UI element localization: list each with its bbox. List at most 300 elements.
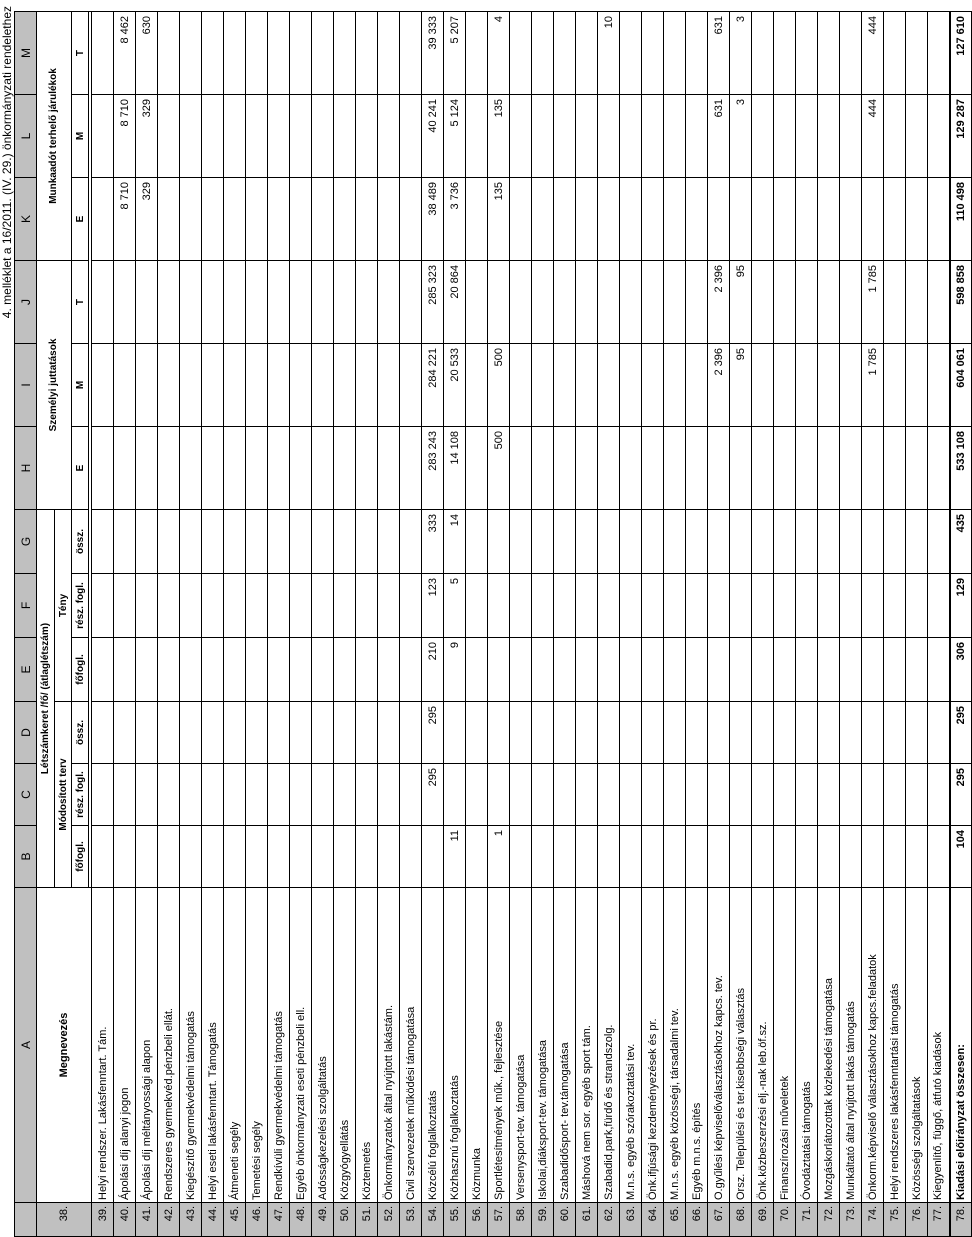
value-cell[interactable] bbox=[202, 638, 224, 702]
row-number[interactable]: 70. bbox=[774, 1203, 796, 1237]
value-cell[interactable]: 333 bbox=[422, 510, 444, 574]
value-cell[interactable] bbox=[642, 638, 664, 702]
value-cell[interactable] bbox=[466, 702, 488, 764]
value-cell[interactable] bbox=[686, 638, 708, 702]
value-cell[interactable] bbox=[158, 427, 180, 510]
value-cell[interactable] bbox=[730, 638, 752, 702]
value-cell[interactable] bbox=[906, 702, 928, 764]
row-label[interactable]: Önkormányzatok által nyújtott lakástám. bbox=[378, 888, 400, 1203]
value-cell[interactable] bbox=[708, 764, 730, 826]
col-header-f[interactable]: F bbox=[15, 574, 37, 638]
value-cell[interactable] bbox=[664, 261, 686, 344]
row-label[interactable]: Temetési segély bbox=[246, 888, 268, 1203]
value-cell[interactable] bbox=[510, 702, 532, 764]
col-header-c[interactable]: C bbox=[15, 764, 37, 826]
row-label[interactable]: M.n.s. egyéb szórakoztatási tev. bbox=[620, 888, 642, 1203]
value-cell[interactable] bbox=[906, 510, 928, 574]
value-cell[interactable] bbox=[554, 638, 576, 702]
value-cell[interactable] bbox=[334, 574, 356, 638]
value-cell[interactable] bbox=[290, 344, 312, 427]
value-cell[interactable] bbox=[290, 826, 312, 888]
value-cell[interactable] bbox=[554, 344, 576, 427]
value-cell[interactable] bbox=[730, 178, 752, 261]
value-cell[interactable] bbox=[378, 95, 400, 178]
row-label[interactable]: Közgyógyellátás bbox=[334, 888, 356, 1203]
value-cell[interactable] bbox=[796, 702, 818, 764]
value-cell[interactable] bbox=[202, 95, 224, 178]
value-cell[interactable] bbox=[378, 12, 400, 95]
row-number[interactable]: 48. bbox=[290, 1203, 312, 1237]
value-cell[interactable]: 631 bbox=[708, 95, 730, 178]
value-cell[interactable] bbox=[180, 510, 202, 574]
value-cell[interactable] bbox=[708, 574, 730, 638]
value-cell[interactable] bbox=[202, 261, 224, 344]
value-cell[interactable] bbox=[796, 12, 818, 95]
value-cell[interactable] bbox=[554, 12, 576, 95]
value-cell[interactable]: 329 bbox=[136, 95, 158, 178]
value-cell[interactable] bbox=[268, 764, 290, 826]
value-cell[interactable] bbox=[752, 261, 774, 344]
value-cell[interactable] bbox=[862, 427, 884, 510]
value-cell[interactable] bbox=[312, 826, 334, 888]
value-cell[interactable] bbox=[378, 702, 400, 764]
value-cell[interactable] bbox=[664, 427, 686, 510]
value-cell[interactable] bbox=[312, 574, 334, 638]
row-number-38[interactable]: 38. bbox=[37, 1203, 92, 1237]
value-cell[interactable] bbox=[334, 826, 356, 888]
value-cell[interactable] bbox=[180, 178, 202, 261]
value-cell[interactable] bbox=[466, 95, 488, 178]
value-cell[interactable] bbox=[928, 826, 950, 888]
value-cell[interactable] bbox=[730, 826, 752, 888]
row-label[interactable]: O.gyűlési képviselőválasztásokhoz kapcs. tev. bbox=[708, 888, 730, 1203]
value-cell[interactable] bbox=[356, 638, 378, 702]
value-cell[interactable] bbox=[884, 95, 906, 178]
value-cell[interactable] bbox=[92, 95, 114, 178]
value-cell[interactable] bbox=[774, 638, 796, 702]
value-cell[interactable] bbox=[708, 826, 730, 888]
value-cell[interactable] bbox=[312, 427, 334, 510]
value-cell[interactable] bbox=[180, 95, 202, 178]
value-cell[interactable] bbox=[400, 344, 422, 427]
value-cell[interactable] bbox=[862, 702, 884, 764]
value-cell[interactable]: 40 241 bbox=[422, 95, 444, 178]
value-cell[interactable] bbox=[312, 261, 334, 344]
row-number[interactable]: 44. bbox=[202, 1203, 224, 1237]
row-number[interactable]: 61. bbox=[576, 1203, 598, 1237]
value-cell[interactable] bbox=[400, 95, 422, 178]
value-cell[interactable] bbox=[664, 764, 686, 826]
value-cell[interactable] bbox=[576, 638, 598, 702]
row-label[interactable]: Ápolási díj alanyi jogon bbox=[114, 888, 136, 1203]
value-cell[interactable] bbox=[664, 12, 686, 95]
value-cell[interactable] bbox=[136, 702, 158, 764]
value-cell[interactable]: 110 498 bbox=[950, 178, 972, 261]
value-cell[interactable] bbox=[136, 261, 158, 344]
value-cell[interactable] bbox=[356, 427, 378, 510]
value-cell[interactable]: 630 bbox=[136, 12, 158, 95]
value-cell[interactable] bbox=[224, 764, 246, 826]
value-cell[interactable]: 129 bbox=[950, 574, 972, 638]
value-cell[interactable] bbox=[356, 12, 378, 95]
value-cell[interactable] bbox=[796, 178, 818, 261]
row-number[interactable]: 45. bbox=[224, 1203, 246, 1237]
value-cell[interactable] bbox=[796, 638, 818, 702]
value-cell[interactable] bbox=[312, 178, 334, 261]
value-cell[interactable] bbox=[620, 344, 642, 427]
value-cell[interactable] bbox=[598, 702, 620, 764]
value-cell[interactable] bbox=[686, 826, 708, 888]
value-cell[interactable] bbox=[554, 427, 576, 510]
value-cell[interactable] bbox=[158, 344, 180, 427]
value-cell[interactable] bbox=[730, 574, 752, 638]
value-cell[interactable] bbox=[840, 574, 862, 638]
row-label[interactable]: Egyéb önkormányzati eseti pénzbeli ell. bbox=[290, 888, 312, 1203]
value-cell[interactable] bbox=[378, 764, 400, 826]
value-cell[interactable] bbox=[598, 427, 620, 510]
col-header-e[interactable]: E bbox=[15, 638, 37, 702]
value-cell[interactable] bbox=[598, 261, 620, 344]
value-cell[interactable] bbox=[796, 261, 818, 344]
row-number[interactable]: 65. bbox=[664, 1203, 686, 1237]
value-cell[interactable] bbox=[730, 427, 752, 510]
row-number[interactable]: 75. bbox=[884, 1203, 906, 1237]
value-cell[interactable] bbox=[268, 261, 290, 344]
value-cell[interactable] bbox=[532, 12, 554, 95]
value-cell[interactable] bbox=[114, 344, 136, 427]
value-cell[interactable] bbox=[158, 826, 180, 888]
value-cell[interactable] bbox=[796, 826, 818, 888]
value-cell[interactable] bbox=[334, 178, 356, 261]
value-cell[interactable] bbox=[114, 261, 136, 344]
value-cell[interactable] bbox=[686, 178, 708, 261]
value-cell[interactable] bbox=[114, 826, 136, 888]
value-cell[interactable] bbox=[752, 764, 774, 826]
value-cell[interactable] bbox=[642, 574, 664, 638]
row-label[interactable]: Kiegészítő gyermekvédelmi támogatás bbox=[180, 888, 202, 1203]
row-number[interactable]: 77. bbox=[928, 1203, 950, 1237]
value-cell[interactable] bbox=[488, 764, 510, 826]
row-label[interactable]: Közhasznú foglalkoztatás bbox=[444, 888, 466, 1203]
row-label[interactable]: Mozgáskorlátozottak közlekedési támogatása bbox=[818, 888, 840, 1203]
value-cell[interactable] bbox=[532, 95, 554, 178]
value-cell[interactable]: 10 bbox=[598, 12, 620, 95]
value-cell[interactable] bbox=[884, 261, 906, 344]
value-cell[interactable] bbox=[884, 574, 906, 638]
value-cell[interactable]: 283 243 bbox=[422, 427, 444, 510]
value-cell[interactable]: 500 bbox=[488, 427, 510, 510]
value-cell[interactable] bbox=[180, 764, 202, 826]
value-cell[interactable] bbox=[884, 12, 906, 95]
value-cell[interactable] bbox=[290, 702, 312, 764]
value-cell[interactable] bbox=[664, 702, 686, 764]
row-label[interactable]: Orsz. Települési és ter.kisebbségi választás bbox=[730, 888, 752, 1203]
value-cell[interactable] bbox=[312, 510, 334, 574]
value-cell[interactable] bbox=[136, 510, 158, 574]
value-cell[interactable] bbox=[906, 178, 928, 261]
value-cell[interactable] bbox=[136, 427, 158, 510]
value-cell[interactable] bbox=[906, 344, 928, 427]
value-cell[interactable] bbox=[686, 12, 708, 95]
value-cell[interactable] bbox=[774, 12, 796, 95]
value-cell[interactable] bbox=[928, 12, 950, 95]
value-cell[interactable]: 1 785 bbox=[862, 344, 884, 427]
value-cell[interactable] bbox=[510, 510, 532, 574]
value-cell[interactable] bbox=[576, 764, 598, 826]
value-cell[interactable] bbox=[796, 574, 818, 638]
value-cell[interactable] bbox=[884, 344, 906, 427]
value-cell[interactable] bbox=[840, 261, 862, 344]
value-cell[interactable] bbox=[334, 12, 356, 95]
value-cell[interactable]: 3 bbox=[730, 95, 752, 178]
value-cell[interactable] bbox=[114, 764, 136, 826]
row-number[interactable]: 67. bbox=[708, 1203, 730, 1237]
value-cell[interactable] bbox=[202, 702, 224, 764]
value-cell[interactable] bbox=[598, 95, 620, 178]
value-cell[interactable] bbox=[642, 261, 664, 344]
value-cell[interactable]: 2 396 bbox=[708, 261, 730, 344]
row-number[interactable]: 43. bbox=[180, 1203, 202, 1237]
value-cell[interactable] bbox=[510, 638, 532, 702]
value-cell[interactable]: 14 bbox=[444, 510, 466, 574]
value-cell[interactable] bbox=[730, 510, 752, 574]
value-cell[interactable] bbox=[532, 510, 554, 574]
row-label[interactable]: Önk.közbeszerzési elj.-nak leb.öf.sz. bbox=[752, 888, 774, 1203]
value-cell[interactable] bbox=[224, 826, 246, 888]
value-cell[interactable] bbox=[928, 427, 950, 510]
value-cell[interactable] bbox=[356, 261, 378, 344]
row-label[interactable]: Kiadási előirányzat összesen: bbox=[950, 888, 972, 1203]
value-cell[interactable] bbox=[620, 261, 642, 344]
value-cell[interactable] bbox=[928, 510, 950, 574]
value-cell[interactable] bbox=[576, 178, 598, 261]
value-cell[interactable] bbox=[114, 574, 136, 638]
value-cell[interactable] bbox=[356, 574, 378, 638]
value-cell[interactable] bbox=[598, 764, 620, 826]
value-cell[interactable] bbox=[818, 510, 840, 574]
value-cell[interactable] bbox=[466, 178, 488, 261]
value-cell[interactable]: 500 bbox=[488, 344, 510, 427]
value-cell[interactable] bbox=[840, 12, 862, 95]
row-label[interactable]: Közösségi szolgáltatások bbox=[906, 888, 928, 1203]
value-cell[interactable] bbox=[642, 702, 664, 764]
value-cell[interactable] bbox=[906, 427, 928, 510]
value-cell[interactable] bbox=[290, 427, 312, 510]
value-cell[interactable] bbox=[818, 261, 840, 344]
value-cell[interactable] bbox=[554, 574, 576, 638]
value-cell[interactable] bbox=[290, 638, 312, 702]
value-cell[interactable] bbox=[818, 178, 840, 261]
value-cell[interactable] bbox=[92, 574, 114, 638]
value-cell[interactable] bbox=[246, 12, 268, 95]
value-cell[interactable] bbox=[774, 95, 796, 178]
col-header-g[interactable]: G bbox=[15, 510, 37, 574]
value-cell[interactable] bbox=[796, 344, 818, 427]
value-cell[interactable] bbox=[906, 574, 928, 638]
value-cell[interactable] bbox=[356, 344, 378, 427]
row-number[interactable]: 57. bbox=[488, 1203, 510, 1237]
value-cell[interactable] bbox=[818, 826, 840, 888]
value-cell[interactable] bbox=[312, 12, 334, 95]
value-cell[interactable] bbox=[642, 764, 664, 826]
value-cell[interactable] bbox=[488, 574, 510, 638]
value-cell[interactable] bbox=[818, 344, 840, 427]
value-cell[interactable] bbox=[92, 510, 114, 574]
value-cell[interactable] bbox=[686, 427, 708, 510]
value-cell[interactable] bbox=[884, 427, 906, 510]
value-cell[interactable] bbox=[356, 764, 378, 826]
value-cell[interactable]: 444 bbox=[862, 12, 884, 95]
value-cell[interactable] bbox=[334, 427, 356, 510]
value-cell[interactable] bbox=[466, 638, 488, 702]
value-cell[interactable] bbox=[774, 826, 796, 888]
row-number[interactable]: 72. bbox=[818, 1203, 840, 1237]
value-cell[interactable] bbox=[620, 638, 642, 702]
value-cell[interactable] bbox=[532, 764, 554, 826]
row-number[interactable]: 74. bbox=[862, 1203, 884, 1237]
value-cell[interactable] bbox=[246, 638, 268, 702]
value-cell[interactable] bbox=[774, 178, 796, 261]
value-cell[interactable] bbox=[532, 427, 554, 510]
value-cell[interactable] bbox=[840, 638, 862, 702]
col-header-i[interactable]: I bbox=[15, 344, 37, 427]
value-cell[interactable] bbox=[642, 12, 664, 95]
value-cell[interactable] bbox=[246, 826, 268, 888]
value-cell[interactable] bbox=[906, 638, 928, 702]
value-cell[interactable] bbox=[818, 574, 840, 638]
row-number[interactable]: 58. bbox=[510, 1203, 532, 1237]
value-cell[interactable]: 4 bbox=[488, 12, 510, 95]
value-cell[interactable] bbox=[862, 510, 884, 574]
value-cell[interactable]: 295 bbox=[422, 764, 444, 826]
row-label[interactable]: Helyi rendszer. Lakásfenntart. Tám. bbox=[92, 888, 114, 1203]
value-cell[interactable] bbox=[488, 638, 510, 702]
value-cell[interactable] bbox=[180, 344, 202, 427]
value-cell[interactable] bbox=[246, 574, 268, 638]
col-header-l[interactable]: L bbox=[15, 95, 37, 178]
value-cell[interactable] bbox=[246, 764, 268, 826]
row-number[interactable]: 62. bbox=[598, 1203, 620, 1237]
row-label[interactable]: M.n.s. egyéb közösségi, társadalmi tev. bbox=[664, 888, 686, 1203]
value-cell[interactable] bbox=[444, 702, 466, 764]
value-cell[interactable] bbox=[92, 261, 114, 344]
value-cell[interactable] bbox=[246, 702, 268, 764]
value-cell[interactable]: 20 533 bbox=[444, 344, 466, 427]
value-cell[interactable]: 3 bbox=[730, 12, 752, 95]
value-cell[interactable] bbox=[158, 261, 180, 344]
row-number[interactable]: 51. bbox=[356, 1203, 378, 1237]
value-cell[interactable] bbox=[774, 261, 796, 344]
value-cell[interactable]: 8 710 bbox=[114, 95, 136, 178]
value-cell[interactable] bbox=[290, 261, 312, 344]
row-number[interactable]: 76. bbox=[906, 1203, 928, 1237]
row-number[interactable]: 78. bbox=[950, 1203, 972, 1237]
value-cell[interactable] bbox=[488, 510, 510, 574]
value-cell[interactable] bbox=[246, 427, 268, 510]
value-cell[interactable] bbox=[686, 764, 708, 826]
value-cell[interactable] bbox=[400, 261, 422, 344]
value-cell[interactable] bbox=[532, 826, 554, 888]
value-cell[interactable]: 306 bbox=[950, 638, 972, 702]
value-cell[interactable] bbox=[510, 12, 532, 95]
value-cell[interactable] bbox=[202, 344, 224, 427]
value-cell[interactable]: 95 bbox=[730, 261, 752, 344]
value-cell[interactable] bbox=[884, 510, 906, 574]
value-cell[interactable] bbox=[202, 764, 224, 826]
value-cell[interactable] bbox=[246, 344, 268, 427]
value-cell[interactable] bbox=[928, 702, 950, 764]
value-cell[interactable] bbox=[180, 702, 202, 764]
value-cell[interactable]: 329 bbox=[136, 178, 158, 261]
value-cell[interactable] bbox=[554, 261, 576, 344]
value-cell[interactable] bbox=[752, 702, 774, 764]
value-cell[interactable] bbox=[928, 178, 950, 261]
value-cell[interactable] bbox=[730, 764, 752, 826]
value-cell[interactable]: 285 323 bbox=[422, 261, 444, 344]
value-cell[interactable] bbox=[818, 95, 840, 178]
value-cell[interactable] bbox=[356, 510, 378, 574]
value-cell[interactable] bbox=[136, 826, 158, 888]
row-label[interactable]: Adósságkezelési szolgáltatás bbox=[312, 888, 334, 1203]
value-cell[interactable] bbox=[664, 826, 686, 888]
value-cell[interactable] bbox=[620, 510, 642, 574]
value-cell[interactable] bbox=[532, 344, 554, 427]
value-cell[interactable] bbox=[576, 510, 598, 574]
value-cell[interactable] bbox=[840, 344, 862, 427]
value-cell[interactable] bbox=[378, 638, 400, 702]
value-cell[interactable] bbox=[928, 344, 950, 427]
value-cell[interactable] bbox=[664, 510, 686, 574]
row-number[interactable]: 41. bbox=[136, 1203, 158, 1237]
value-cell[interactable] bbox=[356, 826, 378, 888]
value-cell[interactable]: 2 396 bbox=[708, 344, 730, 427]
value-cell[interactable]: 3 736 bbox=[444, 178, 466, 261]
value-cell[interactable] bbox=[334, 344, 356, 427]
value-cell[interactable] bbox=[158, 178, 180, 261]
value-cell[interactable] bbox=[92, 638, 114, 702]
value-cell[interactable] bbox=[510, 95, 532, 178]
value-cell[interactable] bbox=[884, 764, 906, 826]
value-cell[interactable] bbox=[774, 510, 796, 574]
row-number[interactable]: 54. bbox=[422, 1203, 444, 1237]
value-cell[interactable] bbox=[576, 427, 598, 510]
value-cell[interactable] bbox=[334, 510, 356, 574]
value-cell[interactable] bbox=[862, 826, 884, 888]
value-cell[interactable] bbox=[488, 261, 510, 344]
row-label[interactable]: Rendkívüli gyermekvédelmi támogatás bbox=[268, 888, 290, 1203]
value-cell[interactable] bbox=[752, 826, 774, 888]
value-cell[interactable] bbox=[928, 261, 950, 344]
value-cell[interactable] bbox=[378, 261, 400, 344]
value-cell[interactable] bbox=[730, 702, 752, 764]
col-header-h[interactable]: H bbox=[15, 427, 37, 510]
value-cell[interactable] bbox=[532, 702, 554, 764]
value-cell[interactable] bbox=[246, 261, 268, 344]
value-cell[interactable] bbox=[620, 702, 642, 764]
value-cell[interactable]: 5 bbox=[444, 574, 466, 638]
value-cell[interactable] bbox=[92, 826, 114, 888]
value-cell[interactable] bbox=[620, 95, 642, 178]
value-cell[interactable]: 11 bbox=[444, 826, 466, 888]
value-cell[interactable] bbox=[818, 638, 840, 702]
row-label[interactable]: Óvodáztatási támogatás bbox=[796, 888, 818, 1203]
value-cell[interactable]: 435 bbox=[950, 510, 972, 574]
value-cell[interactable] bbox=[598, 638, 620, 702]
corner-cell[interactable] bbox=[15, 1203, 37, 1237]
value-cell[interactable]: 127 610 bbox=[950, 12, 972, 95]
value-cell[interactable] bbox=[224, 95, 246, 178]
value-cell[interactable] bbox=[598, 178, 620, 261]
